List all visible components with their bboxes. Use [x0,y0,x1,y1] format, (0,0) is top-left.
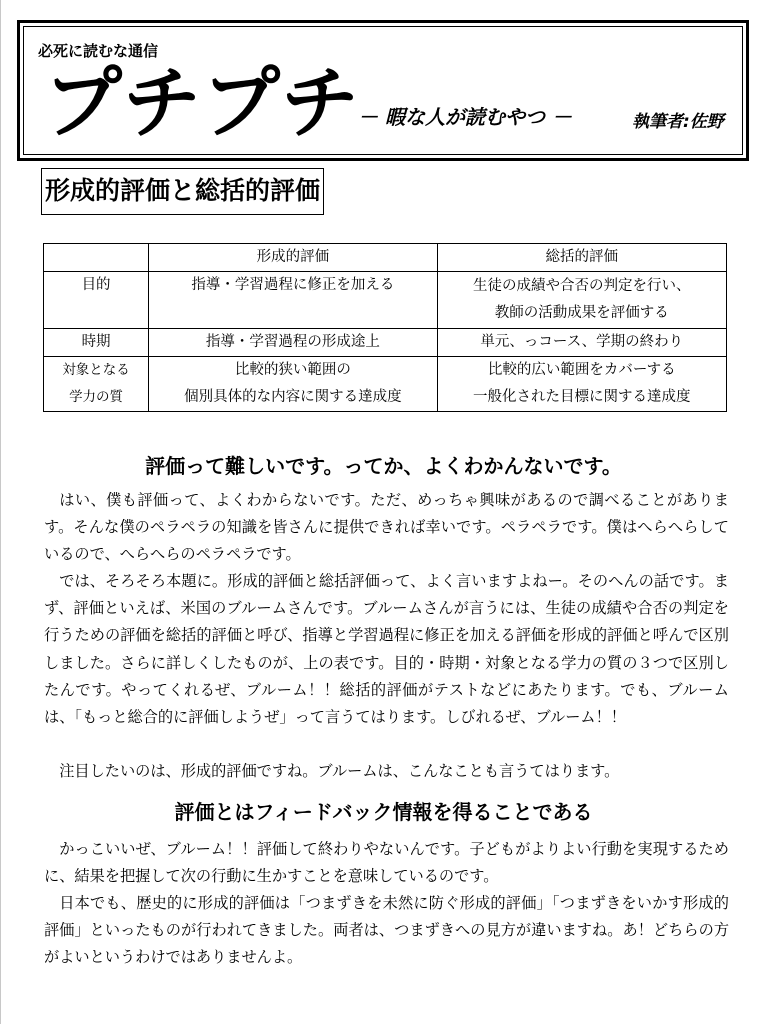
body-paragraph: 注目したいのは、形成的評価ですね。ブルームは、こんなことも言うてはります。 [59,762,620,780]
body-paragraph: 日本でも、歴史的に形成的評価は「つまずきを未然に防ぐ形成的評価」「つまずきをいかす形成的評価」といったものが行われてきました。両者は、つまずきへの見方が違いますね。あ！どちらの方がよいというわけではありませんよ。 [44,894,729,967]
table-row [44,357,727,412]
section-heading: 評価って難しいです。ってか、よくわかんないです。 [145,454,622,478]
formative-cell: 比較的狭い範囲の 個別具体的な内容に関する達成度 [149,357,437,412]
summative-cell: 単元、っコース、学期の終わり [437,329,726,357]
table-header-cell [44,244,149,272]
newsletter-brand-title: プチプチ [44,59,361,149]
formative-cell: 指導・学習過程に修正を加える [149,272,437,329]
body-paragraph: かっこいいぜ、ブルーム！！評価して終わりやないんです。子どもがよりよい行動を実現するために、結果を把握して次の行動に生かすことを意味しているのです。 [44,840,729,886]
summative-cell: 生徒の成績や合否の判定を行い、 教師の活動成果を評価する [437,272,726,329]
body-paragraph: はい、僕も評価って、よくわからないです。ただ、めっちゃ興味があるので調べることがあります。そんな僕のペラペラの知識を皆さんに提供できれば幸いです。ペラペラです。僕はへらへらしているので、へらへらのペラペラです。 [44,491,729,564]
row-label-cell: 目的 [44,272,149,329]
article-title: 形成的評価と総括的評価 [41,168,324,215]
newsletter-header [17,20,749,161]
newsletter-subtitle: － 暇な人が読むやつ － [358,105,572,129]
table-header-cell: 総括的評価 [437,244,726,272]
table-row [44,329,727,357]
table-row [44,272,727,329]
formative-cell: 指導・学習過程の形成途上 [149,329,437,357]
body-paragraph: では、そろそろ本題に。形成的評価と総括評価って、よく言いますよねー。そのへんの話です。まず、評価といえば、米国のブルームさんです。ブルームさんが言うには、生徒の成績や合否の判定を行うための評価を総括的評価と呼び、指導と学習過程に修正を加える評価を形成的評価と呼んで区別しました。さらに詳しくしたものが、上の表です。目的・時期・対象となる学力の質の３つで区別したんです。やってくれるぜ、ブルーム！！総括的評価がテストなどにあたります。でも、ブルームは、「もっと総合的に評価しようぜ」って言うてはります。しびれるぜ、ブルーム！！ [44,572,729,727]
summative-cell: 比較的広い範囲をカバーする 一般化された目標に関する達成度 [437,357,726,412]
section-heading: 評価とはフィードバック情報を得ることである [174,800,593,824]
author-credit: 執筆者:佐野 [632,112,724,132]
row-label-cell: 対象となる 学力の質 [44,357,149,412]
newsletter-tagline: 必死に読むな通信 [38,42,159,60]
row-label-cell: 時期 [44,329,149,357]
table-header-row [44,244,727,272]
header-inner-border [23,26,743,155]
evaluation-comparison-table [43,243,727,412]
table-header-cell: 形成的評価 [149,244,437,272]
page-edge-rule [0,0,1,1024]
